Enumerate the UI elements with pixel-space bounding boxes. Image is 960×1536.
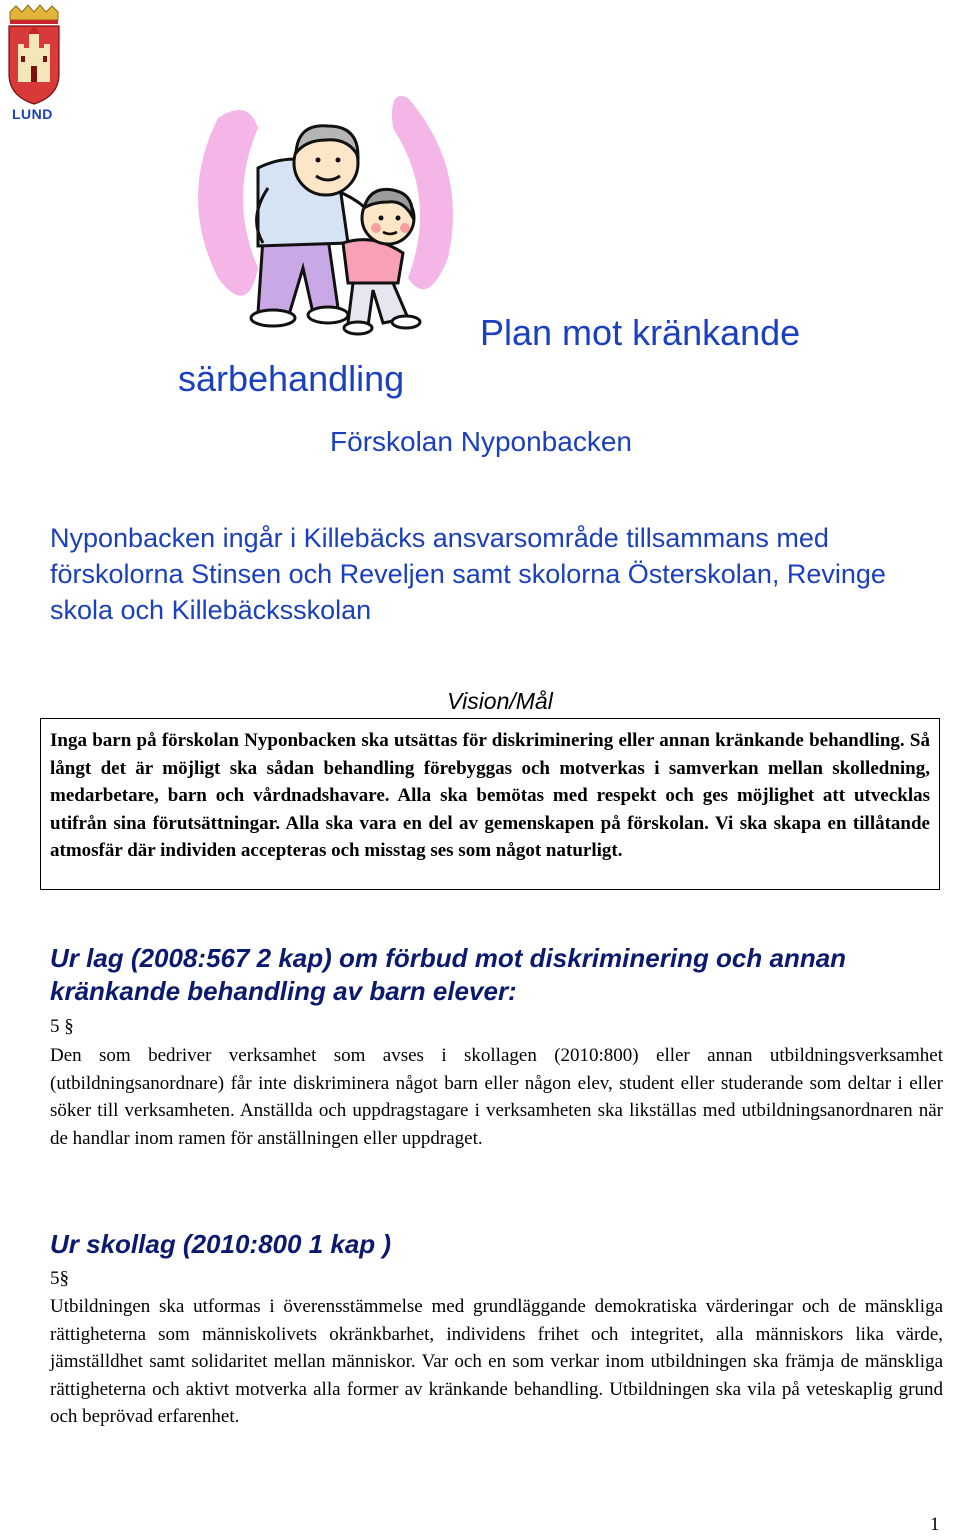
logo-text: LUND bbox=[12, 106, 53, 122]
law2-paragraph-number: 5§ bbox=[50, 1268, 69, 1289]
document-title-line1: Plan mot kränkande bbox=[480, 312, 801, 353]
law2-heading: Ur skollag (2010:800 1 kap ) bbox=[50, 1229, 392, 1259]
page-number: 1 bbox=[930, 1514, 940, 1535]
vision-box bbox=[40, 718, 940, 890]
vision-text: Inga barn på förskolan Nyponbacken ska utsättas för diskriminering eller annan kränkande behandling. Så långt det är möjligt ska sådan behandling förebyggas och motverkas i samverkan mellan skolledning, medarbetare, barn och vårdnadshavare. Alla ska bemötas med respekt och ges möjlighet att utvecklas utifrån sina förutsättningar. Alla ska vara en del av gemenskapen på förskolan. Vi ska skapa en tillåtande atmosfär där individen accepteras och misstag ses som något naturligt. bbox=[50, 730, 930, 861]
law1-paragraph-number: 5 § bbox=[50, 1016, 74, 1037]
law2-body: Utbildningen ska utformas i överensstämmelse med grundläggande demokratiska värderingar och de mänskliga rättigheterna som människolivets okränkbarhet, individens frihet och integritet, alla människors lika värde, jämställdhet samt solidaritet mellan människor. Var och en som verkar inom utbildningen ska främja de mänskliga rättigheterna och aktivt motverka alla former av kränkande behandling. Utbildningen ska vila på veteskaplig grund och beprövad erfarenhet. bbox=[50, 1296, 943, 1427]
document-subtitle bbox=[0, 426, 960, 458]
lund-coat-of-arms-logo bbox=[6, 4, 62, 122]
grandparent-child-illustration bbox=[178, 78, 478, 358]
subtitle-text: Förskolan Nyponbacken bbox=[330, 426, 632, 457]
law1-heading: Ur lag (2008:567 2 kap) om förbud mot diskriminering och annan kränkande behandling av barn elever: bbox=[50, 943, 847, 1006]
vision-heading: Vision/Mål bbox=[447, 688, 553, 714]
document-title-line2: särbehandling bbox=[178, 358, 405, 399]
intro-paragraph: Nyponbacken ingår i Killebäcks ansvarsområde tillsammans med förskolorna Stinsen och Reveljen samt skolorna Österskolan, Revinge skola och Killebäcksskolan bbox=[50, 523, 886, 625]
law1-body: Den som bedriver verksamhet som avses i skollagen (2010:800) eller annan utbildningsverksamhet (utbildningsanordnare) får inte diskriminera något barn eller någon elev, student eller studerande som deltar i eller söker till verksamheten. Anställda och uppdragstagare i verksamheten ska likställas med utbildningsanordnaren när de handlar inom ramen för anställningen eller uppdraget. bbox=[50, 1045, 943, 1149]
